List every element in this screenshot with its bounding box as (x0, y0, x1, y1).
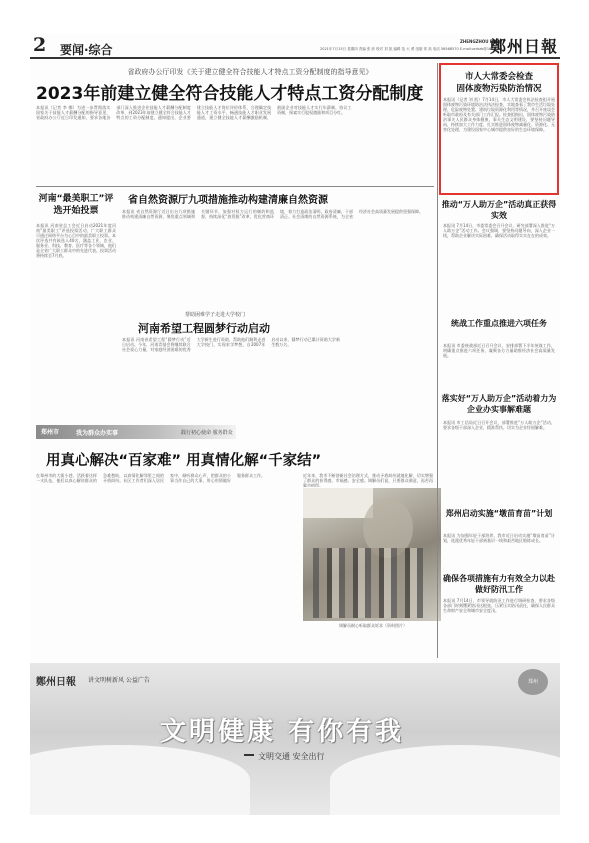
masthead (30, 33, 560, 59)
feature-body-right: 近年来，我市不断创新社会治理方式，推动矛盾纠纷就地化解，切实增强了群众的获得感、幸福感、安全感。调解员们说，只要群众满意，再苦再累也值得。 (303, 473, 433, 487)
lead-kicker: 省政府办公厅印发《关于建立健全符合技能人才特点工资分配制度的指导意见》 (127, 68, 373, 76)
side-headline-2: 统战工作重点推进六项任务 (451, 319, 547, 328)
ad-hill-right (330, 745, 560, 815)
photo-people (313, 548, 423, 618)
side-headline-5: 确保各项措施有力有效全力以赴做好防汛工作 (443, 574, 555, 594)
column-banner (36, 425, 236, 439)
side-body-5: 本报讯 7月14日，市领导就防汛工作进行调研检查，要求各级各部门时刻绷紧防汛这根弦，压紧压实防汛责任，确保人民群众生命财产安全和城市安全度汛。 (443, 598, 555, 613)
highlighted-body: 本报讯（记者 刘 凯）7月14日，市人大常委会执法检查组开展固体废物污染环境防治法执法检查，实地查看了我市生活垃圾处理、危险废物处置、建筑垃圾资源化利用等情况，并召开座谈会听取市政府及有关部门工作汇报。检查组指出，固体废物污染防治事关人民群众身体健康，事关生态文明建设，要坚持问题导向，持续加大工作力度，扎实推进固体废物减量化、资源化、无害化处理，为建设国家中心城市提供良好的生态环境保障。 (443, 97, 555, 132)
side-headline-1: 推动“万人助万企”活动真正获得实效 (441, 200, 557, 220)
side-body-2: 本报讯 市委统战部近日召开会议，安排部署下半年统战工作，明确重点推进六项任务，凝聚各方力量助推经济社会高质量发展。 (443, 343, 555, 358)
side-body-4: 本报讯 为加强年轻干部培养，我市近日启动实施“墩苗育苗”计划，选派优秀年轻干部到基层一线和艰苦地区锻炼成长。 (443, 533, 555, 543)
feature-photo (303, 488, 441, 621)
lead-body: 本报讯（记者 李 娜）为进一步贯彻落实国家关于技能人才薪酬分配的指导意见，省政府办公厅近日印发通知，要求各地各部门深入推进企业技能人才薪酬分配制度改革，到2023年前建立健全符合技能人才特点的工资分配制度。通知提出，企业要建立技能人才岗位评价体系，合理确定技能人才工资水平，畅通技能人才职业发展通道，建立健全技能人才薪酬激励机制，鼓励企业对技能人才实行年薪制、协议工资制，探索实行股权激励和项目分红。 (36, 105, 352, 120)
feature-headline: 用真心解决“百家难” 用真情化解“千家结” (46, 453, 322, 469)
hope-body: 本报讯 河南省希望工程“圆梦行动”近日启动。今年，河南青基会将继续联合社会爱心力量，对家庭经济困难的优秀大学新生进行资助，帮助他们顺利走进大学校门，实现求学梦想。自2007年启动以来，圆梦行动已累计资助大学新生数万名。 (122, 337, 340, 352)
date-line: 2021年7月15日 星期四 责编 张 欣 校对 刘 凯 编辑 范 大 勇 组版 常 高 电话 56568570 E-mail:zzrbzb@163.com (320, 47, 503, 51)
ad-seal: 郑州 (518, 669, 548, 695)
henan-headline: 河南“最美职工”评选开始投票 (38, 194, 114, 216)
newspaper-page (30, 33, 560, 815)
photo-caption: 调解员耐心听取群众诉求（资料图片） (339, 623, 407, 628)
ad-tagline: 讲文明树新风 公益广告 (88, 677, 150, 684)
ad-sub-slogan: 文明交通 安全出行 (258, 752, 325, 761)
nr-headline: 省自然资源厅九项措施推动构建清廉自然资源 (128, 195, 328, 206)
highlighted-headline-1: 市人大常委会检查 (464, 72, 533, 82)
banner-label: 郑州市 (41, 429, 60, 436)
paper-english-name: ZHENGZHOU DAILY (460, 39, 503, 44)
column-divider (437, 63, 438, 658)
side-headline-4: 郑州启动实施“墩苗育苗”计划 (445, 509, 553, 518)
divider (36, 186, 434, 187)
feature-body-left: 在郑州市的大街小巷，活跃着这样一支队伍，他们以真心解决群众的急难愁盼，以真情化解邻里之间的矛盾纠纷。社区工作者们深入居民家中，倾听群众心声，把群众的小事当作自己的大事，用心用情做好服务群众工作。 (36, 473, 265, 483)
henan-body: 本报讯 河南省总工会近日启动2021年度河南“最美职工”评选投票活动，广大职工群众可通过网络平台为心目中的最美职工投票。本次评选共有候选人40名，涵盖工业、农业、服务业、科技、教育、医疗等各个领域，他们是全省广大职工群众中的先进代表。投票活动将持续至7月底。 (36, 223, 116, 258)
side-body-3: 本报讯 市工信局近日召开会议，部署推进“万人助万企”活动，要求各级干部深入企业，精准帮扶，切实为企业纾困解难。 (443, 420, 555, 430)
ad-logo: 鄭州日報 (36, 677, 76, 688)
ad-arrow-icon (244, 754, 254, 756)
nr-body: 本报讯 省自然资源厅近日出台九项措施推动构建清廉自然资源，聚焦重点领域和关键环节，加强对权力运行的制约和监督，持续深化“放管服”改革，优化营商环境，着力打造政治清明、政府清廉、干部清正、社会清朗的自然资源系统，为全省经济社会高质量发展提供坚强保障。 (122, 209, 423, 219)
photo-building (303, 488, 373, 518)
section-name: 要闻·综合 (60, 43, 113, 57)
public-service-ad (30, 663, 560, 815)
side-body-1: 本报讯 7月14日，市委常委会召开会议，研究部署深入推进“万人助万企”活动工作。会议强调，要坚持问题导向，深入企业一线，帮助企业解决实际困难，确保活动取得实实在在的成效。 (443, 223, 555, 238)
banner-message: 我为群众办实事 (76, 430, 119, 437)
highlighted-headline-2: 固体废物污染防治情况 (456, 84, 542, 94)
ad-main-slogan: 文明健康 有你有我 (160, 717, 405, 747)
side-headline-3: 落实好“万人助万企”活动着力为企业办实事解难题 (441, 394, 557, 414)
hope-headline: 河南希望工程圆梦行动启动 (138, 322, 270, 335)
page-number: 2 (33, 34, 47, 56)
lead-headline: 2023年前建立健全符合技能人才特点工资分配制度 (36, 84, 424, 104)
hope-kicker: 帮助困难学子走进大学校门 (184, 312, 245, 318)
ad-hill-left (30, 745, 250, 815)
paper-logo: 鄭州日報 (490, 37, 559, 56)
banner-slogan: 践行初心使命 服务群众 (181, 430, 233, 436)
